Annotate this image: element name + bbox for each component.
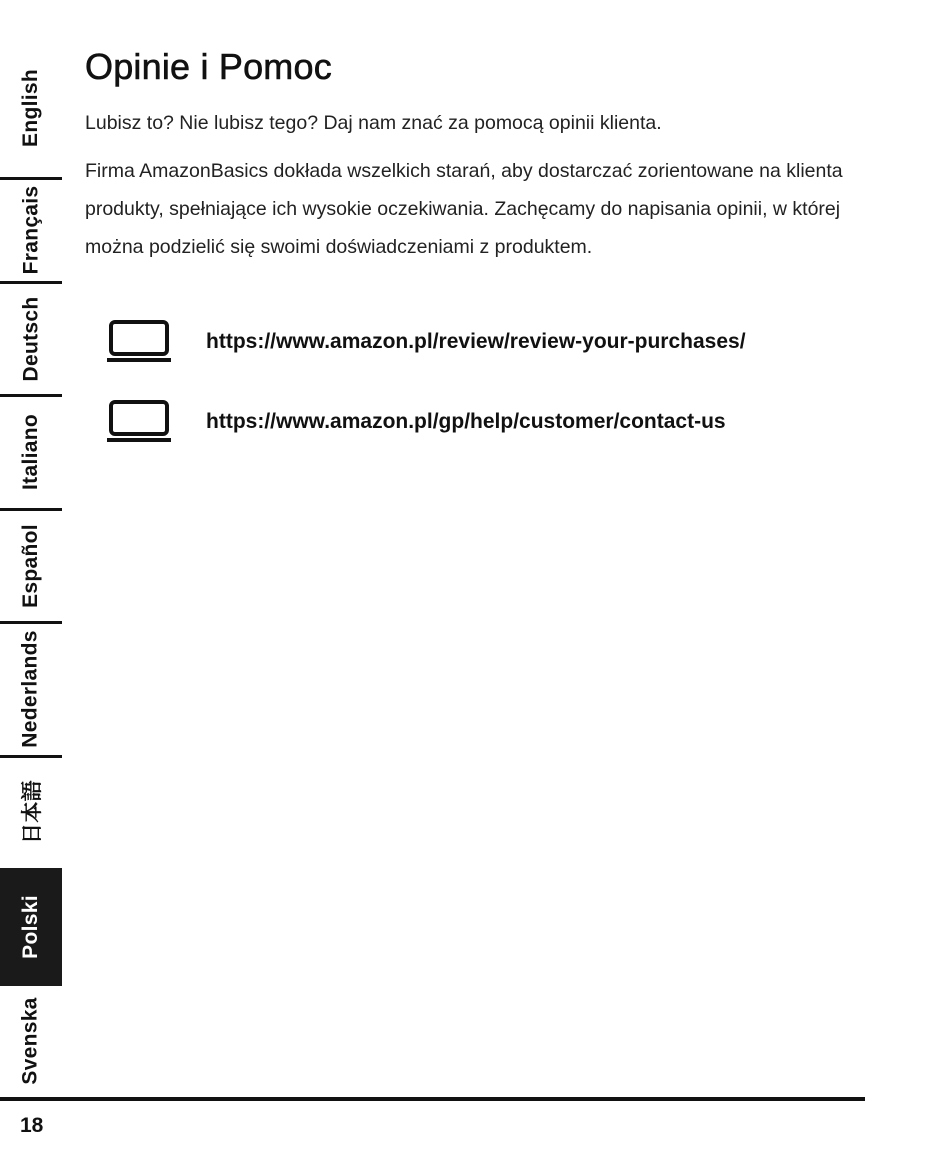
lang-tab-deutsch[interactable] — [0, 284, 62, 394]
body-paragraph: Firma AmazonBasics dokłada wszelkich starań, aby dostarczać zorientowane na klienta produkty, spełniające ich wysokie oczekiwania. Zachęcamy do napisania opinii, w której można podzielić się swoimi doświadczeniami z produktem. — [85, 160, 843, 258]
contact-link-row — [107, 400, 726, 444]
lang-tab-espanol[interactable] — [0, 511, 62, 621]
review-link-row — [107, 320, 746, 364]
lang-tab-label: Deutsch — [19, 296, 43, 382]
lang-tab-label: Svenska — [19, 997, 42, 1085]
lang-tab-label: Italiano — [19, 414, 43, 490]
footer-divider — [0, 1097, 865, 1101]
lang-tab-english[interactable] — [0, 40, 62, 175]
lang-tab-label: Nederlands — [19, 630, 42, 748]
review-link[interactable]: https://www.amazon.pl/review/review-your-purchases/ — [206, 330, 746, 353]
lang-tab-label: Polski — [19, 895, 43, 959]
lang-tab-japanese[interactable] — [0, 758, 62, 866]
page-number: 18 — [20, 1114, 44, 1137]
lang-tab-label: 日本語 — [21, 780, 44, 844]
lang-tab-svenska[interactable] — [0, 988, 62, 1094]
lang-tab-label: Español — [19, 524, 43, 608]
lang-tab-nederlands[interactable] — [0, 624, 62, 754]
intro-paragraph: Lubisz to? Nie lubisz tego? Daj nam znać za pomocą opinii klienta. — [85, 112, 662, 134]
lang-tab-francais[interactable] — [0, 180, 62, 280]
lang-tab-label: Français — [19, 185, 42, 275]
contact-link[interactable]: https://www.amazon.pl/gp/help/customer/contact-us — [206, 410, 726, 433]
lang-tab-italiano[interactable] — [0, 397, 62, 507]
page-title: Opinie i Pomoc — [85, 46, 332, 87]
laptop-icon — [107, 400, 171, 444]
laptop-icon — [107, 320, 171, 364]
lang-tab-label: English — [19, 68, 43, 147]
lang-tab-polski[interactable] — [0, 868, 62, 986]
